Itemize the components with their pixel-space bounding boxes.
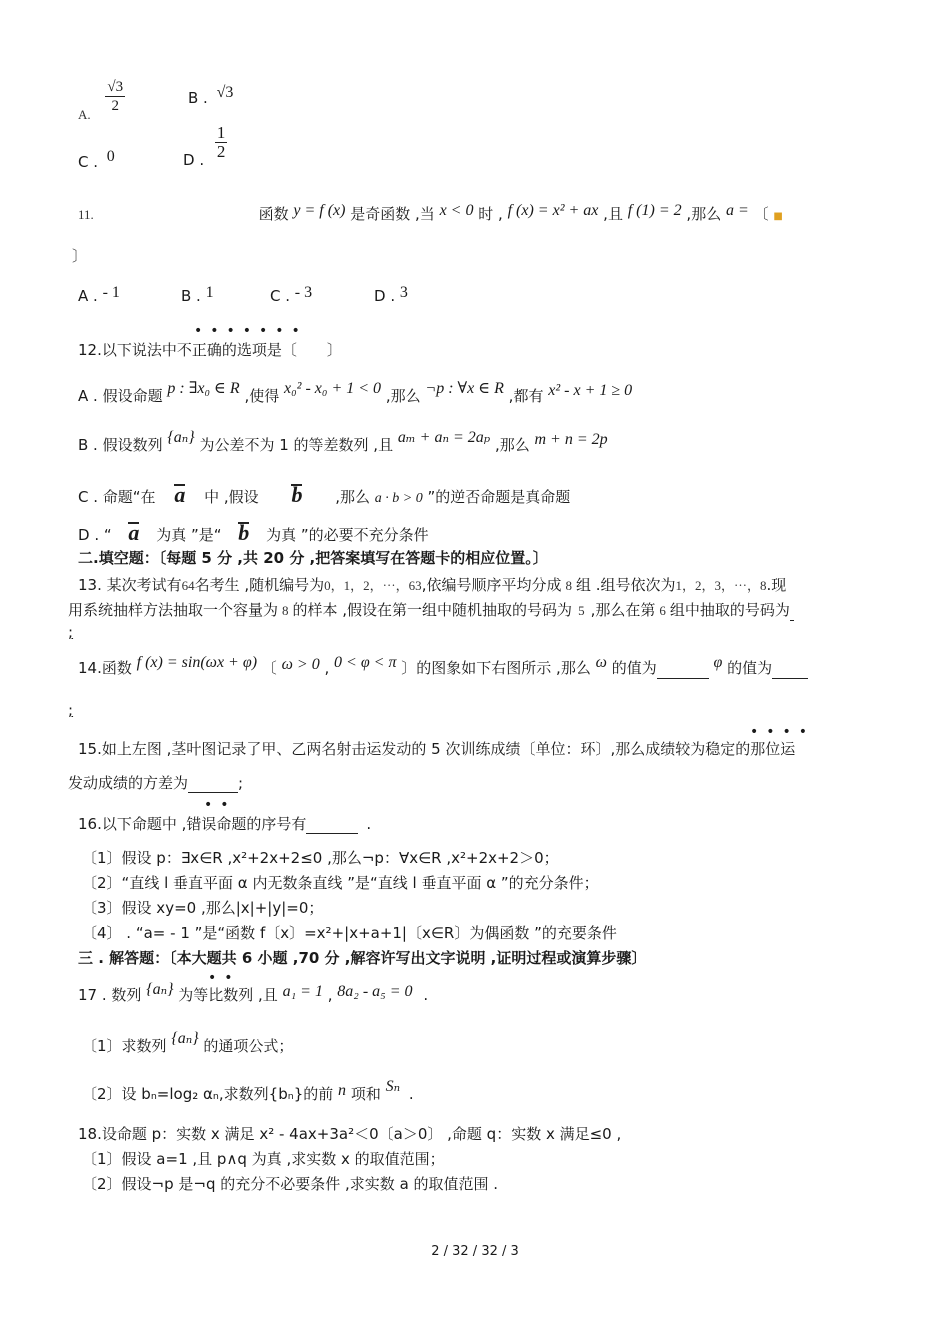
q13-line-1: 13. 某次考试有64名考生 ,随机编号为0，1，2，⋯，63,依编号顺序平均分成 8 组 .组号依次为1，2，3，⋯，8.现 [78,576,787,594]
q12-option-a: A . 假设命题 p : ∃x₀ ∈ R ,使得 x₀² - x₀ + 1 < 0 ,那么 ¬p : ∀x ∈ R ,都有 x² - x + 1 ≥ 0 [78,380,633,405]
q11-close-bracket: 〕 [72,247,88,265]
answer-blank[interactable] [306,817,358,834]
q16-item-4: 〔4〕 . “a= - 1 ”是“函数 f〔x〕=x²+|x+a+1|〔x∈R〕为偶函数 ”的充要条件 [82,924,617,942]
emphasis-dots: •• [204,797,237,813]
q18-stem: 18.设命题 p：实数 x 满足 x² - 4ax+3a²＜0〔a＞0〕 ,命题 q：实数 x 满足≤0 , [78,1125,622,1143]
emphasis-dots: ••••••• [194,323,308,339]
section-2-heading: 二.填空题：〔每题 5 分 ,共 20 分 ,把答案填写在答题卡的相应位置。〕 [78,549,548,567]
emphasis-dots: •• [208,970,241,986]
q12-option-d: D . “ a 为真 ”是“ b 为真 ”的必要不充分条件 [78,520,429,545]
q10-option-d-fraction: $\frac{1}{2}$ [216,123,226,161]
vector-b-symbol: b [238,520,250,545]
q16-stem: 16.以下命题中 ,错误命题的序号有 . [78,815,372,833]
answer-blank-omega[interactable] [657,662,709,679]
q12-option-c: C . 命题“在 a 中 ,假设 b ,那么 a · b > 0 ”的逆否命题是真命题 [78,482,571,507]
q11-stem: 11. 函数 y = f (x) 是奇函数 ,当 x < 0 时 , f (x) = x² + ax ,且 f (1) = 2 ,那么 a = 〔 ■ [78,202,783,223]
section-3-heading: 三 . 解答题：〔本大题共 6 小题 ,70 分 ,解容许写出文字说明 ,证明过程或演算步骤〕 [78,949,647,967]
q12-stem: 12.以下说法中不正确的选项是〔 〕 [78,341,342,359]
answer-blank[interactable] [188,776,238,793]
page-number: 2 / 32 / 32 / 3 [431,1244,519,1259]
q11-option-b: B . 1 [181,284,214,305]
answer-blank-phi[interactable] [772,662,808,679]
vector-a-symbol: a [174,482,186,507]
q14-stem: 14.函数 f (x) = sin(ωx + φ) 〔 ω > 0 , 0 < φ < π 〕的图象如下右图所示 ,那么 ω 的值为 φ 的值为 [78,658,808,679]
q10-option-c: C . 0 [78,148,115,171]
q18-part-1: 〔1〕假设 a=1 ,且 p∧q 为真 ,求实数 x 的取值范围； [82,1150,445,1168]
vector-b-symbol: b [291,482,303,507]
q11-option-d: D . 3 [374,284,408,305]
q10-option-d: D . $\frac{1}{2}$ [183,123,226,169]
q10-option-b: B . √3 [188,84,234,107]
q17-stem: 17 . 数列 {aₙ} 为等比数列 ,且 a₁ = 1 , 8a₂ - a₅ = 0 . [78,981,429,1004]
q15-line-2: 发动成绩的方差为 ; [68,774,244,792]
q13-line-2: 用系统抽样方法抽取一个容量为 8 的样本 ,假设在第一组中随机抽取的号码为 5 ,那么在第 6 组中抽取的号码为 [68,600,794,621]
vector-a-symbol: a [128,520,140,545]
q10-option-a-fraction: $\frac{√3}{2}$ [107,79,124,114]
q10-option-a: A. $\frac{√3}{2}$ [78,79,124,122]
q15-line-1: 15.如上左图 ,茎叶图记录了甲、乙两名射击运发动的 5 次训练成绩〔单位：环〕,那么成绩较为稳定的那位运 [78,740,796,758]
answer-blank[interactable] [790,604,794,621]
q17-part-2: 〔2〕设 bₙ=log₂ αₙ,求数列{bₙ}的前 n 项和 Sₙ . [82,1078,414,1103]
q13-line-3: ; [68,623,74,641]
q14-end: ; [68,701,74,719]
q17-part-1: 〔1〕求数列 {aₙ} 的通项公式； [82,1030,294,1055]
q16-item-3: 〔3〕假设 xy=0 ,那么|x|+|y|=0； [82,899,324,917]
q11-option-c: C . - 3 [270,284,313,305]
q11-option-a: A . - 1 [78,284,120,305]
q12-option-b: B . 假设数列 {aₙ} 为公差不为 1 的等差数列 ,且 aₘ + aₙ = 2aₚ ,那么 m + n = 2p [78,429,608,454]
emphasis-dots: •••• [750,724,816,740]
marker-dot: ■ [773,211,783,222]
q16-item-1: 〔1〕假设 p：∃x∈R ,x²+2x+2≤0 ,那么¬p：∀x∈R ,x²+2x+2＞0； [82,849,559,867]
q18-part-2: 〔2〕假设¬p 是¬q 的充分不必要条件 ,求实数 a 的取值范围 . [82,1175,499,1193]
q16-item-2: 〔2〕“直线 l 垂直平面 α 内无数条直线 ”是“直线 l 垂直平面 α ”的充分条件； [82,874,599,892]
